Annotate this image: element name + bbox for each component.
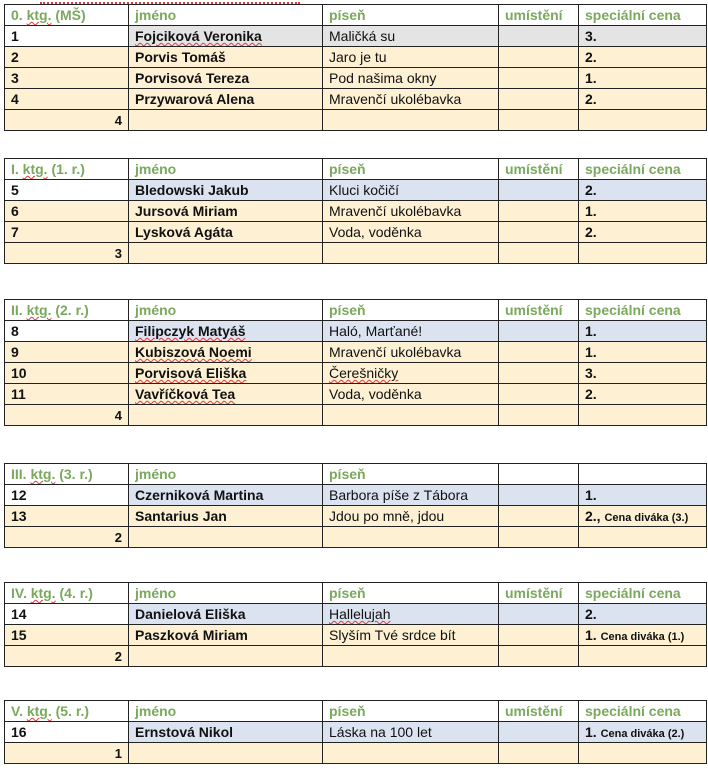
row-number: 10 (5, 363, 129, 384)
row-number: 16 (5, 722, 129, 743)
placement (499, 321, 579, 342)
prize-header: speciální cena (579, 701, 707, 722)
total-row (5, 527, 707, 548)
empty-cell (499, 646, 579, 667)
participant-count: 3 (5, 243, 129, 264)
song-header: píseň (323, 159, 499, 180)
prize-header: speciální cena (579, 583, 707, 604)
placement (499, 222, 579, 243)
table-row (5, 26, 707, 47)
empty-cell (499, 110, 579, 131)
participant-count: 2 (5, 646, 129, 667)
row-number: 15 (5, 625, 129, 646)
table-row (5, 722, 707, 743)
category-title: III. ktg. (3. r.) (5, 464, 129, 485)
placement (499, 180, 579, 201)
special-prize: 2. (579, 180, 707, 201)
empty-cell (323, 527, 499, 548)
prize-header (579, 464, 707, 485)
contestant-name: Porvis Tomáš (129, 47, 323, 68)
contestant-name: Ernstová Nikol (129, 722, 323, 743)
empty-cell (499, 405, 579, 426)
contestant-name: Czerniková Martina (129, 485, 323, 506)
place-header: umístění (499, 300, 579, 321)
name-header: jméno (129, 159, 323, 180)
prize-header: speciální cena (579, 159, 707, 180)
name-header: jméno (129, 5, 323, 26)
place-header: umístění (499, 159, 579, 180)
table-header-row (5, 583, 707, 604)
song-title: Voda, voděnka (323, 222, 499, 243)
empty-cell (323, 243, 499, 264)
category-table-3 (4, 463, 707, 548)
song-title: Haló, Marťané! (323, 321, 499, 342)
table-row (5, 89, 707, 110)
place-header: umístění (499, 583, 579, 604)
empty-cell (129, 243, 323, 264)
row-number: 7 (5, 222, 129, 243)
row-number: 2 (5, 47, 129, 68)
empty-cell (579, 646, 707, 667)
placement (499, 625, 579, 646)
contestant-name: Porvisová Eliška (129, 363, 323, 384)
total-row (5, 743, 707, 764)
song-title: Voda, voděnka (323, 384, 499, 405)
contestant-name: Bledowski Jakub (129, 180, 323, 201)
contestant-name: Jursová Miriam (129, 201, 323, 222)
table-row (5, 201, 707, 222)
table-header-row (5, 300, 707, 321)
empty-cell (499, 243, 579, 264)
contestant-name: Vavříčková Tea (129, 384, 323, 405)
contestant-name: Santarius Jan (129, 506, 323, 527)
placement (499, 384, 579, 405)
empty-cell (323, 405, 499, 426)
row-number: 12 (5, 485, 129, 506)
special-prize: 1. (579, 342, 707, 363)
table-row (5, 485, 707, 506)
placement (499, 201, 579, 222)
prize-header: speciální cena (579, 300, 707, 321)
placement (499, 363, 579, 384)
table-row (5, 342, 707, 363)
song-title: Mravenčí ukolébavka (323, 342, 499, 363)
place-header (499, 464, 579, 485)
placement (499, 485, 579, 506)
table-row (5, 321, 707, 342)
contestant-name: Danielová Eliška (129, 604, 323, 625)
empty-cell (579, 110, 707, 131)
special-prize: 1. Cena diváka (1.) (579, 625, 707, 646)
table-row (5, 180, 707, 201)
category-table-1 (4, 158, 707, 264)
empty-cell (579, 405, 707, 426)
category-table-0 (4, 4, 707, 131)
song-title: Slyším Tvé srdce bít (323, 625, 499, 646)
row-number: 9 (5, 342, 129, 363)
row-number: 3 (5, 68, 129, 89)
song-title: Mravenčí ukolébavka (323, 201, 499, 222)
audience-award: Cena diváka (3.) (604, 512, 689, 524)
special-prize: 3. (579, 26, 707, 47)
name-header: jméno (129, 701, 323, 722)
empty-cell (129, 646, 323, 667)
empty-cell (579, 527, 707, 548)
song-header: píseň (323, 701, 499, 722)
contestant-name: Paszková Miriam (129, 625, 323, 646)
row-number: 6 (5, 201, 129, 222)
song-header: píseň (323, 464, 499, 485)
participant-count: 2 (5, 527, 129, 548)
table-row (5, 506, 707, 527)
table-row (5, 47, 707, 68)
table-header-row (5, 464, 707, 485)
participant-count: 4 (5, 110, 129, 131)
table-row (5, 384, 707, 405)
row-number: 1 (5, 26, 129, 47)
name-header: jméno (129, 300, 323, 321)
song-title: Láska na 100 let (323, 722, 499, 743)
row-number: 13 (5, 506, 129, 527)
song-header: píseň (323, 300, 499, 321)
total-row (5, 243, 707, 264)
special-prize: 2. (579, 222, 707, 243)
placement (499, 68, 579, 89)
placement (499, 506, 579, 527)
special-prize: 2., Cena diváka (3.) (579, 506, 707, 527)
total-row (5, 405, 707, 426)
contestant-name: Lysková Agáta (129, 222, 323, 243)
participant-count: 1 (5, 743, 129, 764)
category-table-5 (4, 700, 707, 764)
row-number: 5 (5, 180, 129, 201)
contestant-name: Przywarová Alena (129, 89, 323, 110)
song-title: Čerešničky (323, 363, 499, 384)
special-prize: 1. (579, 68, 707, 89)
category-title: II. ktg. (2. r.) (5, 300, 129, 321)
name-header: jméno (129, 464, 323, 485)
placement (499, 26, 579, 47)
contestant-name: Filipczyk Matyáš (129, 321, 323, 342)
placement (499, 47, 579, 68)
place-header: umístění (499, 701, 579, 722)
empty-cell (323, 646, 499, 667)
empty-cell (579, 743, 707, 764)
empty-cell (579, 243, 707, 264)
placement (499, 89, 579, 110)
song-title: Pod našima okny (323, 68, 499, 89)
table-row (5, 363, 707, 384)
table-row (5, 68, 707, 89)
empty-cell (129, 405, 323, 426)
special-prize: 2. (579, 384, 707, 405)
empty-cell (323, 743, 499, 764)
category-title: 0. ktg. (MŠ) (5, 5, 129, 26)
category-table-2 (4, 299, 707, 426)
empty-cell (129, 110, 323, 131)
song-title: Jaro je tu (323, 47, 499, 68)
total-row (5, 646, 707, 667)
table-header-row (5, 159, 707, 180)
special-prize: 1. (579, 321, 707, 342)
name-header: jméno (129, 583, 323, 604)
category-table-4 (4, 582, 707, 667)
empty-cell (499, 527, 579, 548)
contestant-name: Porvisová Tereza (129, 68, 323, 89)
special-prize: 2. (579, 604, 707, 625)
placement (499, 604, 579, 625)
song-header: píseň (323, 583, 499, 604)
table-header-row (5, 5, 707, 26)
audience-award: Cena diváka (2.) (600, 728, 685, 740)
placement (499, 722, 579, 743)
placement (499, 342, 579, 363)
song-title: Barbora píše z Tábora (323, 485, 499, 506)
audience-award: Cena diváka (1.) (600, 631, 685, 643)
total-row (5, 110, 707, 131)
empty-cell (129, 743, 323, 764)
category-title: V. ktg. (5. r.) (5, 701, 129, 722)
special-prize: 1. Cena diváka (2.) (579, 722, 707, 743)
table-row (5, 222, 707, 243)
song-title: Mravenčí ukolébavka (323, 89, 499, 110)
special-prize: 3. (579, 363, 707, 384)
row-number: 14 (5, 604, 129, 625)
empty-cell (499, 743, 579, 764)
table-row (5, 604, 707, 625)
row-number: 8 (5, 321, 129, 342)
category-title: IV. ktg. (4. r.) (5, 583, 129, 604)
empty-cell (323, 110, 499, 131)
special-prize: 2. (579, 89, 707, 110)
special-prize: 1. (579, 201, 707, 222)
song-title: Hallelujah (323, 604, 499, 625)
contestant-name: Kubiszová Noemi (129, 342, 323, 363)
empty-cell (129, 527, 323, 548)
song-title: Maličká su (323, 26, 499, 47)
special-prize: 1. (579, 485, 707, 506)
participant-count: 4 (5, 405, 129, 426)
prize-header: speciální cena (579, 5, 707, 26)
song-header: píseň (323, 5, 499, 26)
table-row (5, 625, 707, 646)
row-number: 4 (5, 89, 129, 110)
special-prize: 2. (579, 47, 707, 68)
contestant-name: Fojciková Veronika (129, 26, 323, 47)
song-title: Jdou po mně, jdou (323, 506, 499, 527)
place-header: umístění (499, 5, 579, 26)
category-title: I. ktg. (1. r.) (5, 159, 129, 180)
table-header-row (5, 701, 707, 722)
row-number: 11 (5, 384, 129, 405)
song-title: Kluci kočičí (323, 180, 499, 201)
